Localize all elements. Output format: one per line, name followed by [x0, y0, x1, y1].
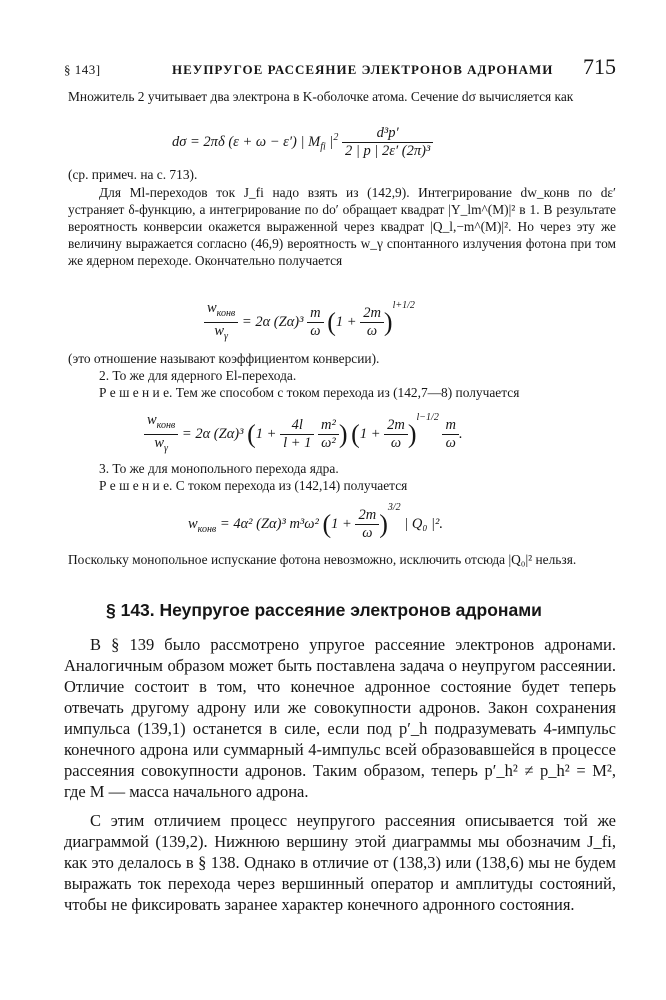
- paragraph-k-shell: Множитель 2 учитывает два электрона в K-оболочке атома. Сечение dσ вычисляется как: [68, 89, 574, 104]
- paragraph-conversion-coefficient: (это отношение называют коэффициентом конверсии).: [68, 351, 380, 366]
- section-title: § 143. Неупругое рассеяние электронов адронами: [106, 600, 542, 620]
- section-paragraph-1: В § 139 было рассмотрено упругое рассеяние электронов адронами. Аналогичным образом может быть поставлена задача о неупругом рассеянии. Отличие состоит в том, что конечное адронное состояние будет теперь отвечать другому адрону или же совокупности адронов. Закон сохранения импульса (139,1) останется в силе, если под p′_h подразумевать 4-импульс конечного адрона или суммарный 4-импульс всей образовавшейся в процессе рассеяния совокупности адронов. Таким образом, теперь p′_h² ≠ p_h² = M², где M — масса начального адрона.: [64, 635, 616, 801]
- formula-cross-section: dσ = 2πδ (ε + ω − ε′) | $M_{fi}$ $|^2$ $\frac{\text{d³p′}}{\text{2 | p | 2ε′ (2π)³}}$: [172, 125, 433, 160]
- paragraph-ml-transitions: Для Ml-переходов ток J_fi надо взять из (142,9). Интегрирование dw_конв по dε′ устраняет δ-функцию, а интегрирование по do′ обращает квадрат |Y_lm^(M)|² в 1. В результате вероятность конверсии окажется выраженной через квадрат |Q_l,−m^(M)|². Но через эту же величину выражается согласно (46,9) вероятность w_γ спонтанного излучения фотона при том же ядерном переходе. Окончательно получается: [68, 185, 616, 268]
- section-reference: § 143]: [64, 62, 101, 77]
- problem-2-statement: 2. То же для ядерного El-перехода.: [99, 368, 297, 383]
- section-paragraph-2: С этим отличием процесс неупругого рассеяния описывается той же диаграммой (139,2). Нижнюю вершину этой диаграммы мы обозначим J_fi, как это делалось в § 138. Однако в отличие от (138,3) или (138,6) мы не будем выражать ток перехода через вершинный оператор и амплитуды состояний, чтобы не фиксировать заранее характер конечного адронного состояния.: [64, 811, 616, 914]
- paragraph-monopole-note: Поскольку монопольное испускание фотона невозможно, исключить отсюда |Q₀|² нельзя.: [68, 552, 577, 567]
- fraction-phase-space: $\frac{\text{d³p′}}{\text{2 | p | 2ε′ (2π)³}}$: [342, 125, 433, 160]
- running-title: НЕУПРУГОЕ РАССЕЯНИЕ ЭЛЕКТРОНОВ АДРОНАМИ: [172, 62, 554, 77]
- paragraph-reference-note: (ср. примеч. на с. 713).: [68, 167, 198, 182]
- problem-2-solution: Р е ш е н и е. Тем же способом с током перехода из (142,7—8) получается: [99, 385, 520, 400]
- running-header: [64, 54, 616, 84]
- formula-monopole-conversion: $w_{конв} = 4\alpha^2$ (Zα)³ m³ω² (1 + $\frac{2m}{\omega}$ )$^{3/2}$ | Q₀ |².: [188, 502, 443, 542]
- problem-3-statement: 3. То же для монопольного перехода ядра.: [99, 461, 339, 476]
- fraction-w-ratio: $\frac{w_{конв}}{w_\gamma}$: [204, 300, 238, 345]
- formula-ml-conversion: $\frac{w_{конв}}{w_\gamma}$ = 2α (Zα)³ $\frac{m}{\omega}$ (1 + $\frac{2m}{\omega}$ )$^{l+1/2}$: [204, 300, 415, 345]
- formula-el-conversion: $\frac{w_{конв}}{w_\gamma}$ = 2α (Zα)³ (1 + $\frac{4l}{l + 1}$ $\frac{\text{m²}}{\text{ω²}}$ ) (1 + $\frac{2m}{\omega}$ )$^{l-1/2}$ $\frac{m}{\omega}$ .: [144, 412, 463, 457]
- problem-3-solution: Р е ш е н и е. С током перехода из (142,14) получается: [99, 478, 408, 493]
- page-number: 715: [583, 54, 616, 79]
